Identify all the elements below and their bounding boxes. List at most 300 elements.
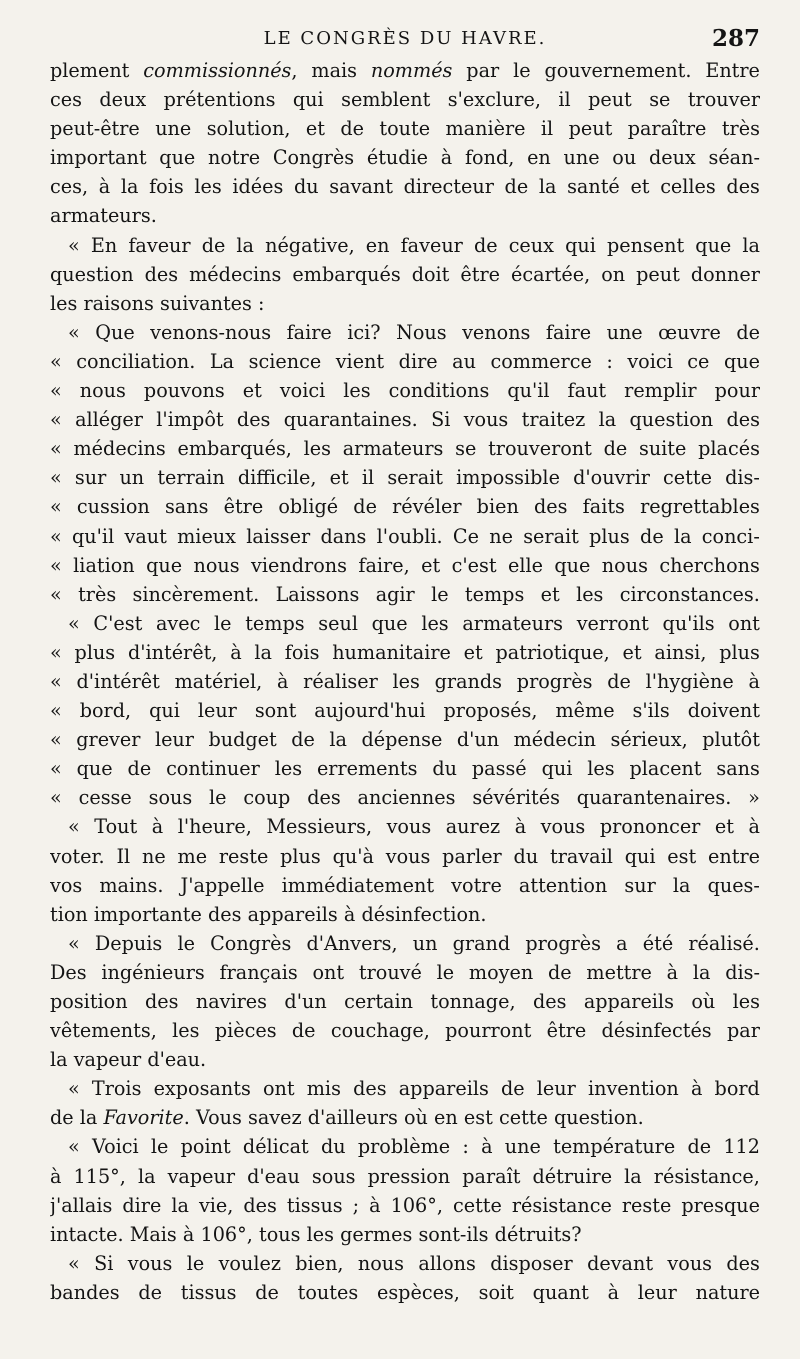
- word: certain: [344, 990, 413, 1013]
- word: à: [98, 175, 111, 199]
- word: leur: [154, 728, 194, 752]
- word: de: [291, 728, 315, 752]
- word: seul: [318, 611, 358, 635]
- word: ont: [262, 1077, 295, 1101]
- word: idées: [232, 175, 284, 199]
- word: immédiatement: [281, 873, 435, 897]
- word: cussion: [76, 495, 150, 519]
- word: 112: [723, 1135, 760, 1159]
- word: deux: [648, 146, 696, 170]
- word: «: [50, 495, 62, 519]
- word: vêtements,: [50, 1019, 157, 1043]
- word: sous: [311, 1164, 356, 1188]
- word: à: [369, 1193, 381, 1217]
- word: tissus: [286, 1193, 343, 1217]
- word: le: [431, 582, 449, 606]
- word: et: [305, 117, 325, 141]
- text-line: [50, 725, 760, 754]
- word: de: [473, 233, 498, 257]
- word: trouveront: [488, 437, 592, 461]
- word: en: [365, 233, 390, 257]
- text-line: [50, 1045, 760, 1074]
- word: dire: [398, 349, 438, 373]
- word: tonnage,: [430, 990, 516, 1013]
- word: la: [692, 960, 711, 984]
- word: appareils: [398, 1077, 489, 1101]
- word: venons: [462, 320, 531, 344]
- word: d'un: [284, 990, 327, 1013]
- word: le: [177, 931, 195, 955]
- word: voici: [627, 349, 673, 373]
- word: soit: [478, 1280, 514, 1304]
- word: pensent: [606, 233, 685, 257]
- word: très: [78, 582, 117, 606]
- word: d'ouvrir: [573, 466, 650, 490]
- word: paraît: [462, 1164, 521, 1188]
- word: bord,: [79, 699, 132, 723]
- word: faire: [286, 320, 332, 344]
- word: où: [691, 990, 716, 1013]
- word: l'heure,: [177, 815, 252, 839]
- word: faveur: [128, 233, 191, 257]
- word: la: [598, 408, 617, 432]
- word: de: [127, 757, 152, 781]
- word: pour: [714, 379, 760, 403]
- word: deux: [99, 88, 147, 112]
- word: à: [50, 1164, 62, 1188]
- word: toute: [379, 117, 431, 141]
- word: Des: [50, 960, 87, 984]
- word: et: [714, 815, 734, 839]
- word: qu'il: [507, 379, 550, 403]
- word: réalisé.: [688, 931, 760, 955]
- word: difficile,: [237, 466, 317, 490]
- word: à: [151, 815, 164, 839]
- word: sans: [164, 495, 209, 519]
- word: et: [242, 379, 262, 403]
- word: Si: [94, 1251, 114, 1275]
- word: placés: [698, 437, 760, 461]
- text-line: [50, 1074, 760, 1103]
- word: de: [548, 960, 572, 984]
- text-line: [50, 929, 760, 958]
- page-number: 287: [711, 25, 760, 52]
- word: du: [294, 175, 319, 199]
- word: obligé: [278, 495, 339, 519]
- text-line: [50, 260, 760, 289]
- word: qui: [624, 844, 656, 868]
- word: dire: [122, 1193, 162, 1217]
- text-line: [50, 1191, 760, 1220]
- word: suite: [638, 437, 687, 461]
- word: la: [329, 728, 347, 752]
- word: pièces: [214, 1019, 277, 1043]
- word: et: [540, 582, 560, 606]
- word: appareils: [247, 902, 338, 926]
- word: armateurs.: [50, 204, 157, 228]
- word: pouvons: [143, 379, 225, 403]
- word: médecins: [73, 437, 166, 461]
- word: que: [554, 553, 591, 577]
- word: remplir: [624, 379, 697, 403]
- word: peut: [588, 88, 632, 112]
- word: semblent: [341, 88, 431, 112]
- word: les: [343, 379, 371, 403]
- word: dans: [320, 524, 367, 548]
- word: savez: [247, 1106, 302, 1130]
- word: des: [726, 408, 760, 432]
- word: et: [329, 466, 349, 490]
- word: :: [606, 349, 613, 373]
- word: position: [50, 990, 128, 1013]
- word: invention: [587, 1077, 679, 1101]
- text-line: [50, 201, 760, 230]
- word: cette: [452, 1193, 502, 1217]
- word: désinfectés: [601, 1019, 712, 1043]
- word: être: [223, 495, 264, 519]
- word: vous: [463, 408, 509, 432]
- word: pression: [367, 1164, 451, 1188]
- word: de: [736, 320, 760, 344]
- word: de: [687, 1135, 712, 1159]
- word: des: [144, 990, 179, 1013]
- text-line: [50, 842, 760, 871]
- word: mieux: [177, 524, 236, 548]
- word: paraître: [627, 117, 707, 141]
- word: travail: [550, 844, 613, 868]
- word: une: [606, 320, 643, 344]
- word: s'exclure,: [447, 88, 541, 112]
- word: de: [138, 1280, 162, 1304]
- word: à: [748, 815, 760, 839]
- word: faveur: [400, 233, 463, 257]
- word: important: [50, 146, 147, 170]
- word: le: [214, 611, 232, 635]
- word: c'est: [451, 553, 497, 577]
- word: à: [666, 960, 679, 984]
- word: exposants: [153, 1077, 251, 1101]
- text-line: [50, 231, 760, 260]
- word: des: [243, 1193, 277, 1217]
- word: importante: [93, 902, 202, 926]
- word: traitez: [521, 408, 586, 432]
- word: plutôt: [702, 728, 760, 752]
- word: que: [723, 349, 760, 373]
- word: Entre: [705, 59, 760, 82]
- word: attention: [518, 873, 608, 897]
- word: à: [481, 1135, 493, 1159]
- word: elle: [507, 553, 543, 577]
- word: «: [50, 669, 62, 693]
- word: à: [343, 902, 356, 926]
- word: le: [186, 1251, 205, 1275]
- text-line: [50, 900, 760, 929]
- word: fois: [284, 640, 320, 664]
- word: vous: [667, 1251, 713, 1275]
- word: en: [434, 1106, 458, 1130]
- word: médecin: [513, 728, 597, 752]
- word: à: [182, 1222, 195, 1246]
- word: du: [513, 844, 539, 868]
- word: Voici: [91, 1135, 139, 1159]
- word: réaliser: [303, 669, 378, 693]
- text-line: [50, 783, 760, 812]
- word: Vous: [195, 1106, 242, 1130]
- word: ne: [489, 524, 513, 548]
- word: la: [538, 175, 557, 199]
- word: notre: [208, 146, 261, 170]
- word: s'ils: [632, 699, 670, 723]
- text-line: [50, 376, 760, 405]
- word: intacte.: [50, 1222, 124, 1246]
- word: agir: [375, 582, 415, 606]
- word: la: [79, 1106, 98, 1130]
- text-line: [50, 667, 760, 696]
- word: ont: [312, 960, 345, 984]
- word: leur: [197, 699, 237, 723]
- word: il: [540, 117, 554, 141]
- word: le: [513, 59, 531, 82]
- word: ques-: [707, 873, 760, 897]
- word: une: [563, 146, 600, 170]
- word: sérieux,: [610, 728, 688, 752]
- word: suivantes: [159, 291, 252, 315]
- word: même: [555, 699, 615, 723]
- word: sous: [148, 786, 193, 810]
- word: à: [690, 1077, 703, 1101]
- word: armateurs: [462, 611, 564, 635]
- word: humanitaire: [332, 640, 451, 664]
- word: serait: [387, 466, 443, 490]
- word: Il: [116, 844, 131, 868]
- word: reste: [621, 1193, 672, 1217]
- word: d'eau.: [147, 1048, 207, 1072]
- text-line: [50, 172, 760, 201]
- word: un: [412, 931, 438, 955]
- word: prononcer: [599, 815, 701, 839]
- word: de: [603, 437, 628, 461]
- word: été: [642, 931, 674, 955]
- word: conciliation.: [76, 349, 196, 373]
- word: détruire: [532, 1164, 613, 1188]
- word: qu'à: [332, 844, 374, 868]
- word: point: [180, 1135, 231, 1159]
- word: ;: [352, 1193, 360, 1217]
- word: fond,: [464, 146, 515, 170]
- word: que: [371, 611, 408, 635]
- word: «: [68, 233, 80, 257]
- word: Messieurs,: [266, 815, 373, 839]
- word: vapeur: [73, 1048, 142, 1072]
- word: «: [50, 553, 62, 577]
- word: aujourd'hui: [314, 699, 426, 723]
- word: la: [672, 873, 691, 897]
- word: nommés: [370, 59, 453, 82]
- text-line: [50, 987, 760, 1016]
- word: qu'ils: [662, 611, 715, 635]
- word: Depuis: [94, 931, 163, 955]
- word: ont: [728, 611, 760, 635]
- word: «: [50, 437, 62, 461]
- text-line: [50, 1249, 760, 1278]
- word: la: [254, 640, 272, 664]
- word: être: [546, 1019, 587, 1043]
- word: des: [236, 408, 271, 432]
- word: pourront: [445, 1019, 532, 1043]
- text-line: [50, 1162, 760, 1191]
- word: plement: [50, 59, 130, 82]
- word: dis-: [725, 466, 760, 490]
- text-line: [50, 405, 760, 434]
- word: plus: [719, 640, 760, 664]
- word: médecins: [189, 262, 282, 286]
- word: ainsi,: [654, 640, 707, 664]
- word: par: [726, 1019, 760, 1043]
- word: savant: [329, 175, 393, 199]
- word: donner: [690, 262, 760, 286]
- word: où: [403, 1106, 428, 1130]
- word: Laissons: [275, 582, 360, 606]
- word: reste: [218, 844, 269, 868]
- word: les: [50, 291, 78, 315]
- word: aurez: [445, 815, 501, 839]
- word: ici?: [347, 320, 381, 344]
- text-line: [50, 347, 760, 376]
- word: circonstances.: [619, 582, 760, 606]
- word: «: [50, 408, 62, 432]
- word: la: [673, 524, 692, 548]
- word: sont: [254, 699, 297, 723]
- word: résistance,: [653, 1164, 760, 1188]
- word: «: [50, 524, 62, 548]
- word: des: [207, 902, 242, 926]
- word: les: [306, 1222, 334, 1246]
- word: «: [50, 640, 62, 664]
- word: vous: [127, 1251, 173, 1275]
- word: se: [649, 88, 671, 112]
- word: a: [616, 931, 628, 955]
- word: les: [274, 757, 303, 781]
- word: armateurs: [342, 437, 444, 461]
- word: 106°,: [390, 1193, 443, 1217]
- word: les: [194, 175, 222, 199]
- word: dépense: [361, 728, 443, 752]
- word: à: [748, 669, 760, 693]
- word: des: [532, 990, 567, 1013]
- word: plus: [280, 844, 321, 868]
- word: la: [50, 1048, 68, 1072]
- word: «: [50, 786, 62, 810]
- word: quarantaines.: [283, 408, 418, 432]
- word: solution,: [206, 117, 291, 141]
- word: conditions: [388, 379, 490, 403]
- word: «: [50, 379, 62, 403]
- word: faits: [582, 495, 625, 519]
- word: très: [721, 117, 760, 141]
- word: passé: [471, 757, 527, 781]
- word: me: [177, 844, 208, 868]
- word: :: [462, 1135, 469, 1159]
- word: «: [50, 728, 62, 752]
- word: bord: [714, 1077, 760, 1101]
- word: commissionnés,: [143, 59, 298, 82]
- text-line: [50, 492, 760, 521]
- word: «: [68, 320, 80, 344]
- word: ces: [50, 88, 82, 112]
- word: parler: [442, 844, 502, 868]
- word: «: [68, 1251, 80, 1275]
- word: l'hygiène: [645, 669, 734, 693]
- word: gouvernement.: [544, 59, 692, 82]
- word: du: [320, 1135, 346, 1159]
- word: science: [248, 349, 322, 373]
- word: œuvre: [658, 320, 721, 344]
- word: 106°,: [200, 1222, 253, 1246]
- word: vapeur: [167, 1164, 236, 1188]
- word: fois: [149, 175, 184, 199]
- word: verront: [576, 611, 649, 635]
- word: cette: [498, 1106, 548, 1130]
- text-line: [50, 463, 760, 492]
- word: «: [68, 611, 80, 635]
- word: de: [255, 1280, 279, 1304]
- word: La: [209, 349, 235, 373]
- word: placent: [629, 757, 702, 781]
- word: ne: [141, 844, 166, 868]
- word: Mais: [129, 1222, 177, 1246]
- text-line: [50, 580, 760, 609]
- text-line: [50, 1016, 760, 1045]
- text-line: [50, 318, 760, 347]
- word: des: [307, 786, 341, 810]
- word: vaut: [124, 524, 167, 548]
- word: trouvé: [358, 960, 422, 984]
- word: allons: [418, 1251, 476, 1275]
- word: «: [50, 466, 62, 490]
- word: Congrès: [272, 146, 355, 170]
- word: température: [553, 1135, 676, 1159]
- word: «: [50, 757, 62, 781]
- word: «: [68, 931, 80, 955]
- word: Favorite.: [103, 1106, 190, 1130]
- word: les: [303, 437, 331, 461]
- word: un: [119, 466, 145, 490]
- word: que: [695, 233, 732, 257]
- text-line: [50, 85, 760, 114]
- text-line: [50, 114, 760, 143]
- word: étudie: [366, 146, 429, 170]
- word: des: [144, 262, 179, 286]
- word: navires: [195, 990, 268, 1013]
- word: germes: [340, 1222, 413, 1246]
- word: les: [732, 990, 760, 1013]
- word: C'est: [93, 611, 143, 635]
- word: toutes: [297, 1280, 359, 1304]
- word: celles: [660, 175, 716, 199]
- word: des: [353, 1077, 387, 1101]
- word: désinfection.: [361, 902, 487, 926]
- word: il: [361, 466, 375, 490]
- word: leur: [637, 1280, 677, 1304]
- word: peut: [636, 262, 680, 286]
- word: doivent: [687, 699, 760, 723]
- word: les: [421, 611, 449, 635]
- text-line: [50, 143, 760, 172]
- word: question: [50, 262, 134, 286]
- word: Congrès: [210, 931, 292, 955]
- word: cette: [663, 466, 712, 490]
- word: «: [50, 349, 62, 373]
